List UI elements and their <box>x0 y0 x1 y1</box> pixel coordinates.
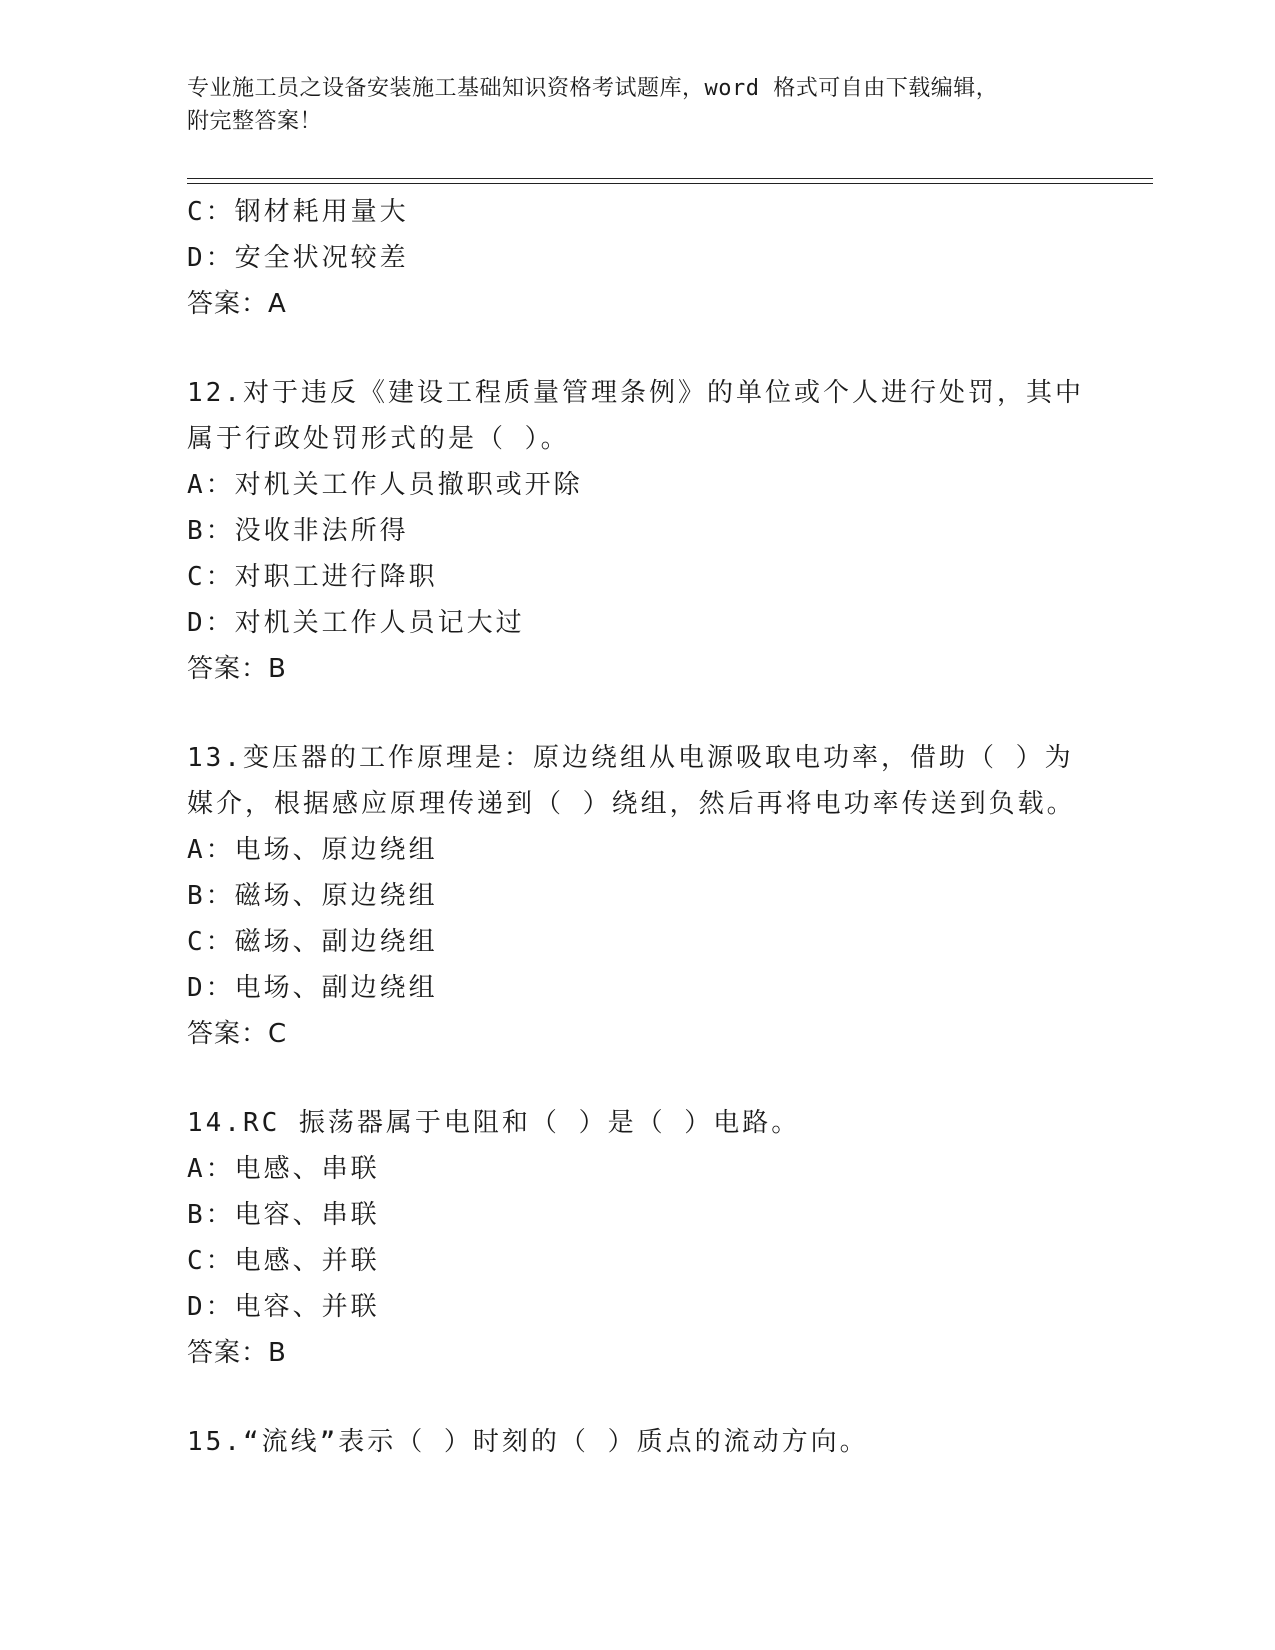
header-line-2: 附完整答案！ <box>187 109 323 134</box>
option-d: D：对机关工作人员记大过 <box>187 608 525 638</box>
question-stem: 13.变压器的工作原理是：原边绕组从电源吸取电功率，借助（ ）为 <box>187 743 1074 773</box>
question-13 <box>187 735 1087 1057</box>
option-b: B：磁场、原边绕组 <box>187 881 438 911</box>
option-c: C：磁场、副边绕组 <box>187 927 438 957</box>
header-line-1: 专业施工员之设备安装施工基础知识资格考试题库，word 格式可自由下载编辑， <box>187 76 999 101</box>
option-c: C：对职工进行降职 <box>187 562 438 592</box>
question-12 <box>187 370 1087 692</box>
document-header <box>187 72 1067 138</box>
answer: 答案：B <box>187 1338 287 1368</box>
option-d: D：电场、副边绕组 <box>187 973 438 1003</box>
option-a: A：对机关工作人员撤职或开除 <box>187 470 583 500</box>
question-15 <box>187 1419 1087 1465</box>
option-d: D：安全状况较差 <box>187 243 409 273</box>
option-c: C：钢材耗用量大 <box>187 197 409 227</box>
answer: 答案：A <box>187 289 287 319</box>
question-stem: 15.“流线”表示（ ）时刻的（ ）质点的流动方向。 <box>187 1427 869 1457</box>
question-stem: 媒介，根据感应原理传递到（ ）绕组，然后再将电功率传送到负载。 <box>187 789 1076 819</box>
answer: 答案：C <box>187 1019 288 1049</box>
option-a: A：电感、串联 <box>187 1154 380 1184</box>
question-stem: 14.RC 振荡器属于电阻和（ ）是（ ）电路。 <box>187 1108 801 1138</box>
answer: 答案：B <box>187 654 287 684</box>
question-11-tail <box>187 189 1087 327</box>
header-divider-bottom <box>187 183 1153 184</box>
question-stem: 属于行政处罚形式的是（ ）。 <box>187 424 570 454</box>
option-d: D：电容、并联 <box>187 1292 380 1322</box>
option-c: C：电感、并联 <box>187 1246 380 1276</box>
option-b: B：电容、串联 <box>187 1200 380 1230</box>
question-14 <box>187 1100 1087 1376</box>
option-b: B：没收非法所得 <box>187 516 409 546</box>
question-stem: 12.对于违反《建设工程质量管理条例》的单位或个人进行处罚，其中 <box>187 378 1084 408</box>
question-list <box>187 189 1087 1465</box>
option-a: A：电场、原边绕组 <box>187 835 438 865</box>
header-divider-top <box>187 178 1153 179</box>
